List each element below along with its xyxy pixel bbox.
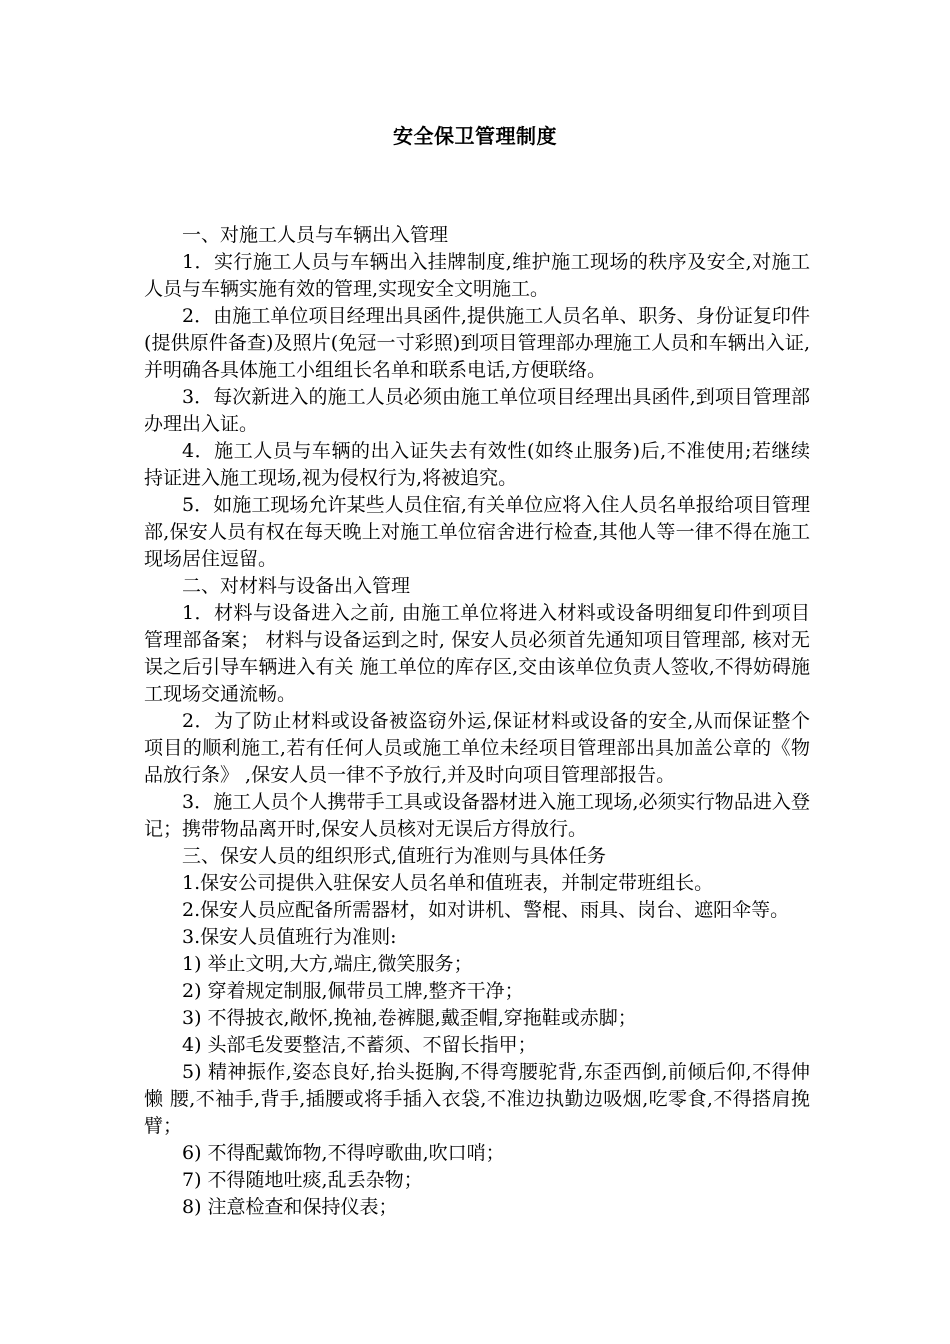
section-heading-2: 二、对材料与设备出入管理: [182, 575, 411, 597]
paragraph: 2.保安人员应配备所需器材，如对讲机、警棍、雨具、岗台、遮阳伞等。: [182, 899, 790, 921]
section-heading-3: 三、保安人员的组织形式,值班行为准则与具体任务: [182, 845, 607, 867]
paragraph: 3．施工人员个人携带手工具或设备器材进入施工现场,必须实行物品进入登记；携带物品离开时,保安人员核对无误后方得放行。: [144, 791, 810, 840]
list-item: 2) 穿着规定制服,佩带员工牌,整齐干净；: [182, 980, 524, 1002]
paragraph: 1．实行施工人员与车辆出入挂牌制度,维护施工现场的秩序及安全,对施工人员与车辆实施有效的管理,实现安全文明施工。: [144, 251, 810, 300]
paragraph: 1．材料与设备进入之前, 由施工单位将进入材料或设备明细复印件到项目管理部备案； 材料与设备运到之时, 保安人员必须首先通知项目管理部, 核对无误之后引导车辆进入有关 施工单位的库存区,交由该单位负责人签收,不得妨碍施工现场交通流畅。: [144, 602, 810, 705]
section-heading-1: 一、对施工人员与车辆出入管理: [182, 224, 449, 246]
paragraph: 3.保安人员值班行为准则:: [182, 926, 397, 948]
paragraph: 4．施工人员与车辆的出入证失去有效性(如终止服务)后,不准使用;若继续持证进入施工现场,视为侵权行为,将被追究。: [144, 440, 810, 489]
list-item: 5) 精神振作,姿态良好,抬头挺胸,不得弯腰驼背,东歪西倒,前倾后仰,不得伸懒 腰,不袖手,背手,插腰或将手插入衣袋,不准边执勤边吸烟,吃零食,不得搭肩挽臂；: [144, 1061, 810, 1137]
list-item: 8) 注意检查和保持仪表；: [182, 1196, 398, 1218]
list-item: 3) 不得披衣,敞怀,挽袖,卷裤腿,戴歪帽,穿拖鞋或赤脚；: [182, 1007, 637, 1029]
list-item: 1) 举止文明,大方,端庄,微笑服务；: [182, 953, 473, 975]
paragraph: 1.保安公司提供入驻保安人员名单和值班表，并制定带班组长。: [182, 872, 714, 894]
list-item: 4) 头部毛发要整洁,不蓄须、不留长指甲；: [182, 1034, 537, 1056]
list-item: 7) 不得随地吐痰,乱丢杂物；: [182, 1169, 423, 1191]
paragraph: 2．为了防止材料或设备被盗窃外运,保证材料或设备的安全,从而保证整个项目的顺利施工,若有任何人员或施工单位未经项目管理部出具加盖公章的《物品放行条》 ,保安人员一律不予放行,并及时向项目管理部报告。: [144, 710, 810, 786]
list-item: 6) 不得配戴饰物,不得哼歌曲,吹口哨；: [182, 1142, 505, 1164]
document-body: [144, 222, 810, 1221]
document-title: 安全保卫管理制度: [393, 124, 557, 148]
paragraph: 3．每次新进入的施工人员必须由施工单位项目经理出具函件,到项目管理部办理出入证。: [144, 386, 810, 435]
paragraph: 2．由施工单位项目经理出具函件,提供施工人员名单、职务、身份证复印件(提供原件备查)及照片(免冠一寸彩照)到项目管理部办理施工人员和车辆出入证,并明确各具体施工小组组长名单和联系电话,方便联络。: [144, 305, 810, 381]
paragraph: 5．如施工现场允许某些人员住宿,有关单位应将入住人员名单报给项目管理部,保安人员有权在每天晚上对施工单位宿舍进行检查,其他人等一律不得在施工现场居住逗留。: [144, 494, 810, 570]
